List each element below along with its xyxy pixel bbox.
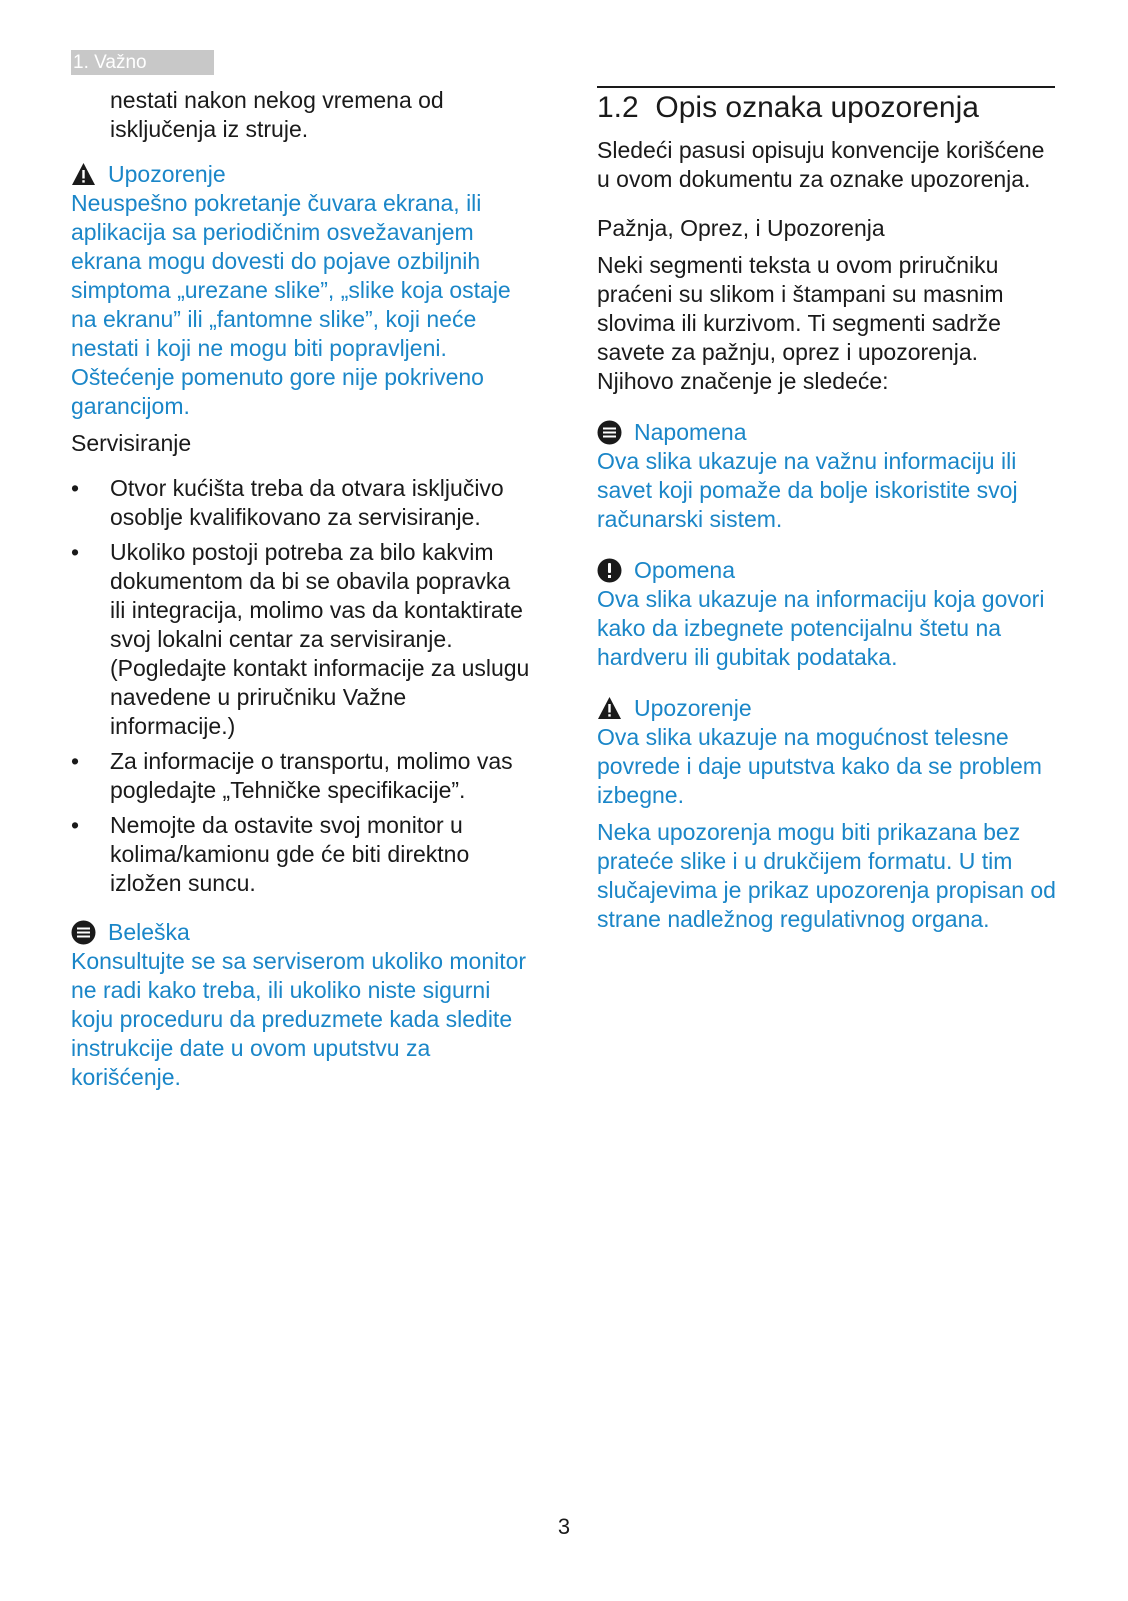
- warning-title: Upozorenje: [108, 161, 226, 187]
- note-icon: [597, 420, 622, 445]
- subheading: Pažnja, Oprez, i Upozorenja: [597, 215, 885, 241]
- bullet-icon: •: [71, 812, 80, 838]
- napomena-title: Napomena: [634, 419, 747, 445]
- opomena-body: Ova slika ukazuje na informaciju koja govori kako da izbegnete potencijalnu štetu na hardveru ili gubitak podataka.: [597, 586, 1045, 670]
- warning-triangle-icon: [597, 696, 622, 721]
- list-item: • Otvor kućišta treba da otvara isključivo osoblje kvalifikovano za servisiranje.: [71, 475, 504, 530]
- left-column: [71, 86, 531, 1092]
- napomena-body: Ova slika ukazuje na važnu informaciju ili savet koji pomaže da bolje iskoristite svoj računarski sistem.: [597, 448, 1018, 532]
- warning-body: Neuspešno pokretanje čuvara ekrana, ili aplikacija sa periodičnim osvežavanjem ekrana mogu dovesti do pojave ozbiljnih simptoma „urezane slike”, „slike koja ostaje na ekranu” ili „fantomne slike”, koji neće nestati i koji ne mogu biti popravljeni. Oštećenje pomenuto gore nije pokriveno garancijom.: [71, 190, 511, 419]
- napomena-heading: [597, 418, 1057, 447]
- bullet-icon: •: [71, 539, 80, 565]
- list-item: • Ukoliko postoji potreba za bilo kakvim dokumentom da bi se obavila popravka ili integracija, molimo vas da kontaktirate svoj lokalni centar za servisiranje. (Pogledajte kontakt informacije za uslugu navedene u priručniku Važne informacije.): [71, 539, 530, 739]
- section-title-text: Opis oznaka upozorenja: [655, 91, 979, 124]
- section-header-tab: 1. Važno: [71, 50, 214, 75]
- upozorenje-heading: [597, 694, 1057, 723]
- exclamation-icon: [597, 558, 622, 583]
- note-heading: [71, 918, 531, 947]
- bullet-icon: •: [71, 748, 80, 774]
- servicing-list: [71, 474, 531, 898]
- page-number: 3: [557, 1514, 571, 1539]
- right-column: [597, 86, 1057, 934]
- list-item: • Za informacije o transportu, molimo vas pogledajte „Tehničke specifikacije”.: [71, 748, 513, 803]
- warning-heading: [71, 160, 531, 189]
- conventions-paragraph: Neki segmenti teksta u ovom priručniku praćeni su slikom i štampani su masnim slovima ili kurzivom. Ti segmenti sadrže savete za pažnju, oprez i upozorenja. Njihovo značenje je sledeće:: [597, 252, 1004, 394]
- upozorenje-body: Ova slika ukazuje na mogućnost telesne povrede i daje uputstva kako da se problem izbegne.: [597, 724, 1042, 808]
- intro-paragraph: Sledeći pasusi opisuju konvencije korišćene u ovom dokumentu za oznake upozorenja.: [597, 137, 1045, 192]
- opomena-title: Opomena: [634, 557, 736, 583]
- section-title: [597, 90, 1057, 126]
- note-body: Konsultujte se sa serviserom ukoliko monitor ne radi kako treba, ili ukoliko niste sigurni koju proceduru da preduzmete kada sledite instrukcije date u ovom uputstvu za korišćenje.: [71, 948, 527, 1090]
- note-icon: [71, 920, 96, 945]
- servicing-heading: Servisiranje: [71, 430, 192, 456]
- closing-paragraph: Neka upozorenja mogu biti prikazana bez prateće slike i u drukčijem formatu. U tim slučajevima je prikaz upozorenja propisan od strane nadležnog regulativnog organa.: [597, 819, 1056, 932]
- list-item: • Nemojte da ostavite svoj monitor u kolima/kamionu gde će biti direktno izložen suncu.: [71, 812, 470, 896]
- continuation-text: nestati nakon nekog vremena od isključenja iz struje.: [110, 87, 444, 142]
- opomena-heading: [597, 556, 1057, 585]
- section-rule: [597, 86, 1055, 88]
- section-number: 1.2: [597, 91, 639, 124]
- note-title: Beleška: [108, 919, 190, 945]
- bullet-icon: •: [71, 475, 80, 501]
- warning-triangle-icon: [71, 162, 96, 187]
- upozorenje-title: Upozorenje: [634, 695, 752, 721]
